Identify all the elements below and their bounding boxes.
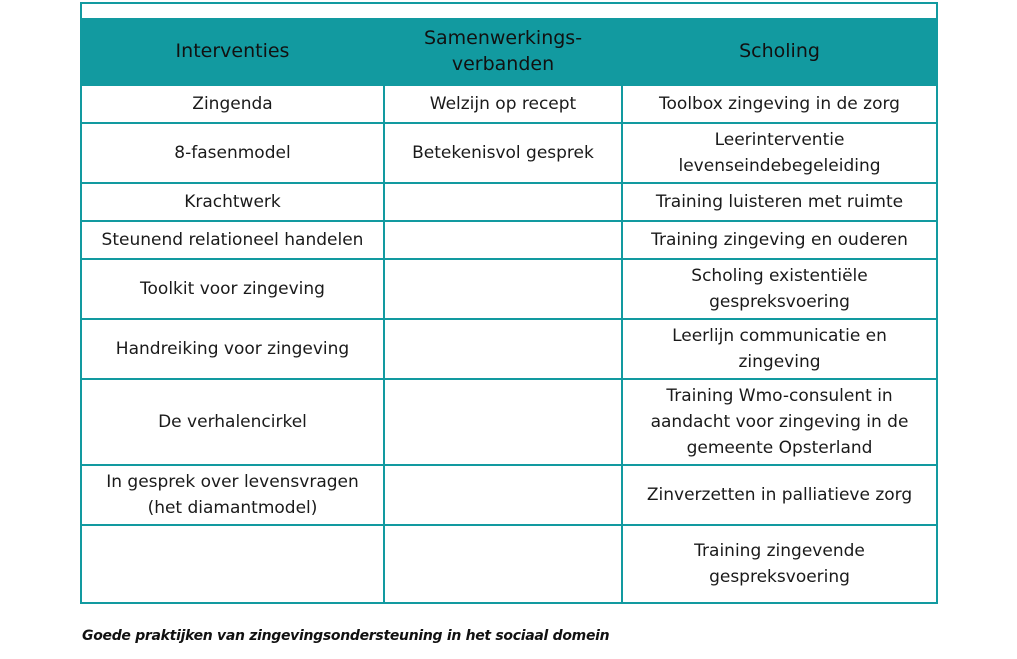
cell-scholing: Training luisteren met ruimte: [622, 183, 937, 221]
cell-scholing: Training Wmo-consulent in aandacht voor zingeving in de gemeente Opsterland: [622, 379, 937, 465]
cell-samenwerkingsverband: Welzijn op recept: [384, 85, 622, 123]
table-row: [81, 123, 937, 183]
cell-interventie: 8-fasenmodel: [81, 123, 384, 183]
table-row: [81, 525, 937, 603]
practices-table: [80, 2, 938, 604]
cell-interventie: Handreiking voor zingeving: [81, 319, 384, 379]
practices-table-container: [80, 2, 936, 604]
cell-scholing: Training zingeving en ouderen: [622, 221, 937, 259]
header-samenwerkingsverbanden-text: Samenwerkings- verbanden: [423, 27, 583, 75]
table-row: [81, 85, 937, 123]
cell-interventie: De verhalencirkel: [81, 379, 384, 465]
cell-interventie: Toolkit voor zingeving: [81, 259, 384, 319]
cell-interventie: [81, 525, 384, 603]
cell-interventie: Krachtwerk: [81, 183, 384, 221]
header-scholing: Scholing: [622, 18, 937, 85]
table-caption: Goede praktijken van zingevingsondersteuning in het sociaal domein: [82, 628, 610, 644]
table-row: [81, 183, 937, 221]
table-body: [81, 85, 937, 603]
cell-samenwerkingsverband: [384, 221, 622, 259]
cell-samenwerkingsverband: Betekenisvol gesprek: [384, 123, 622, 183]
table-row: [81, 379, 937, 465]
cell-scholing: Leerinterventie levenseindebegeleiding: [622, 123, 937, 183]
cell-interventie: Steunend relationeel handelen: [81, 221, 384, 259]
cell-scholing: Zinverzetten in palliatieve zorg: [622, 465, 937, 525]
header-samenwerkingsverbanden: [384, 18, 622, 85]
cell-samenwerkingsverband: [384, 379, 622, 465]
cell-scholing: Training zingevende gespreksvoering: [622, 525, 937, 603]
cell-interventie: In gesprek over levensvragen (het diamantmodel): [81, 465, 384, 525]
table-top-spacer: [81, 3, 937, 18]
cell-samenwerkingsverband: [384, 259, 622, 319]
cell-scholing: Toolbox zingeving in de zorg: [622, 85, 937, 123]
cell-samenwerkingsverband: [384, 183, 622, 221]
table-row: [81, 319, 937, 379]
cell-samenwerkingsverband: [384, 465, 622, 525]
table-row: [81, 221, 937, 259]
header-interventies: Interventies: [81, 18, 384, 85]
cell-samenwerkingsverband: [384, 525, 622, 603]
cell-scholing: Scholing existentiële gespreksvoering: [622, 259, 937, 319]
table-row: [81, 259, 937, 319]
table-row: [81, 465, 937, 525]
table-header-row: [81, 18, 937, 85]
cell-scholing: Leerlijn communicatie en zingeving: [622, 319, 937, 379]
cell-samenwerkingsverband: [384, 319, 622, 379]
cell-interventie: Zingenda: [81, 85, 384, 123]
